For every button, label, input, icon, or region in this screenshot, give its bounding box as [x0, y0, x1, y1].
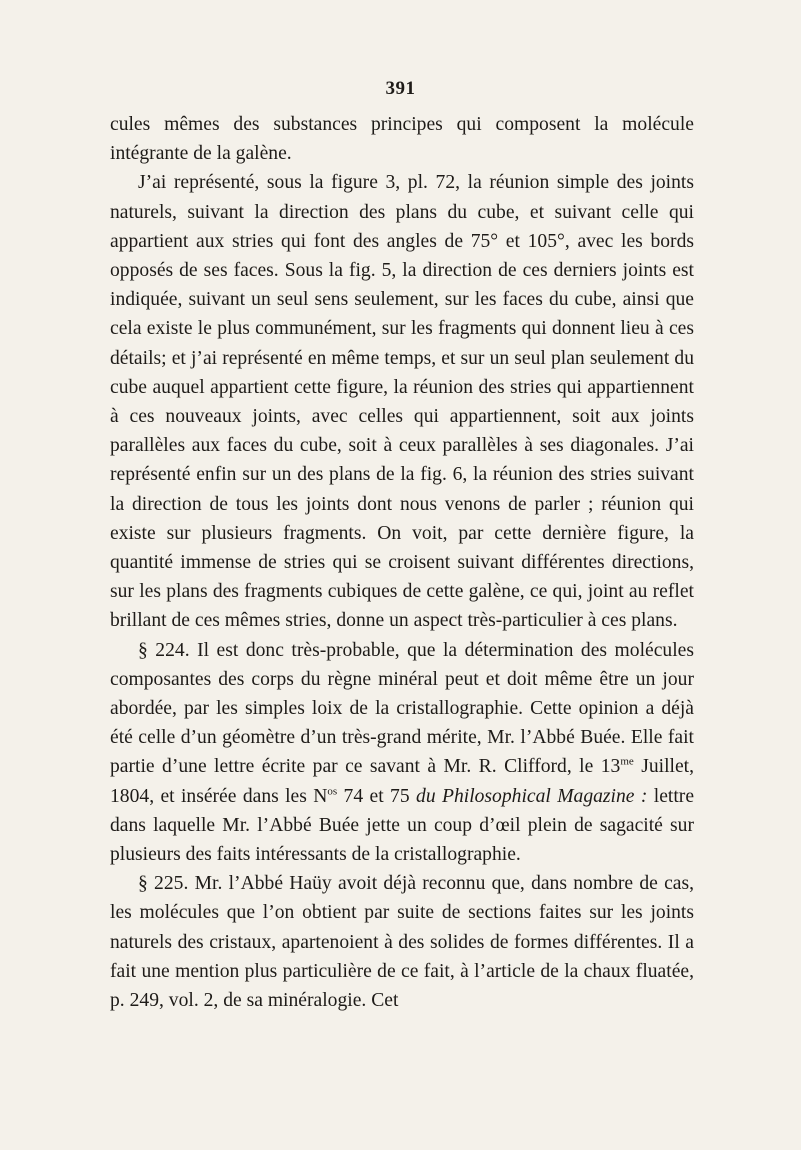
paragraph-2: J’ai représenté, sous la figure 3, pl. 72, la réunion simple des joints naturels, suivant la direction des plans du cube, et suivant celle qui appartient aux stries qui font des angles de 75° et 105°, avec les bords opposés de ses faces. Sous la fig. 5, la direction de ces derniers joints est indiquée, suivant un seul sens seulement, sur les faces du cube, ainsi que cela existe le plus communément, sur les fragments qui donnent lieu à ces détails; et j’ai représenté en même temps, et sur un seul plan seulement du cube auquel appartient cette figure, la réunion des stries qui appartiennent à ces nouveaux joints, avec celles qui appartiennent, soit aux joints parallèles aux faces du cube, soit à ceux parallèles à ses diagonales. J’ai représenté enfin sur un des plans de la fig. 6, la réunion des stries suivant la direction de tous les joints dont nous venons de parler ; réunion qui existe sur plusieurs fragments. On voit, par cette dernière figure, la quantité immense de stries qui se croisent suivant différentes directions, sur les plans des fragments cubiques de cette galène, ce qui, joint au reflet brillant de ces mêmes stries, donne un aspect très-particulier à ces plans.	[110, 172, 694, 632]
paragraph-3-part-2: Juillet, 1804, et insérée dans les N	[110, 756, 694, 807]
paragraph-3-part-3: 74 et 75	[337, 785, 417, 807]
journal-title: du Philosophical Magazine :	[416, 785, 648, 807]
paragraph-1: cules mêmes des substances principes qui composent la molécule intégrante de la galène.	[110, 114, 694, 165]
paragraph-3	[110, 636, 694, 870]
body-text	[110, 110, 694, 1015]
superscript-os: os	[327, 785, 338, 798]
paragraph-3-part-1: § 224. Il est donc très-probable, que la détermination des molécules composantes des corps du règne minéral peut et doit même être un jour abordée, par les simples loix de la cristallographie. Cette opinion a déjà été celle d’un géomètre d’un très-grand mérite, Mr. l’Abbé Buée. Elle fait partie d’une lettre écrite par ce savant à Mr. R. Clifford, le 13	[110, 639, 694, 778]
superscript-me: me	[620, 755, 634, 768]
page-number: 391	[385, 78, 416, 99]
paragraph-3-part-4: lettre dans laquelle Mr. l’Abbé Buée jette un coup d’œil plein de sagacité sur plusieurs des faits intéressants de la cristallographie.	[110, 785, 695, 866]
paragraph-4: § 225. Mr. l’Abbé Haüy avoit déjà reconnu que, dans nombre de cas, les molécules que l’on obtient par suite de sections faites sur les joints naturels des cristaux, apartenoient à des solides de formes différentes. Il a fait une mention plus particulière de ce fait, à l’article de la chaux fluatée, p. 249, vol. 2, de sa minéralogie. Cet	[110, 873, 694, 1012]
